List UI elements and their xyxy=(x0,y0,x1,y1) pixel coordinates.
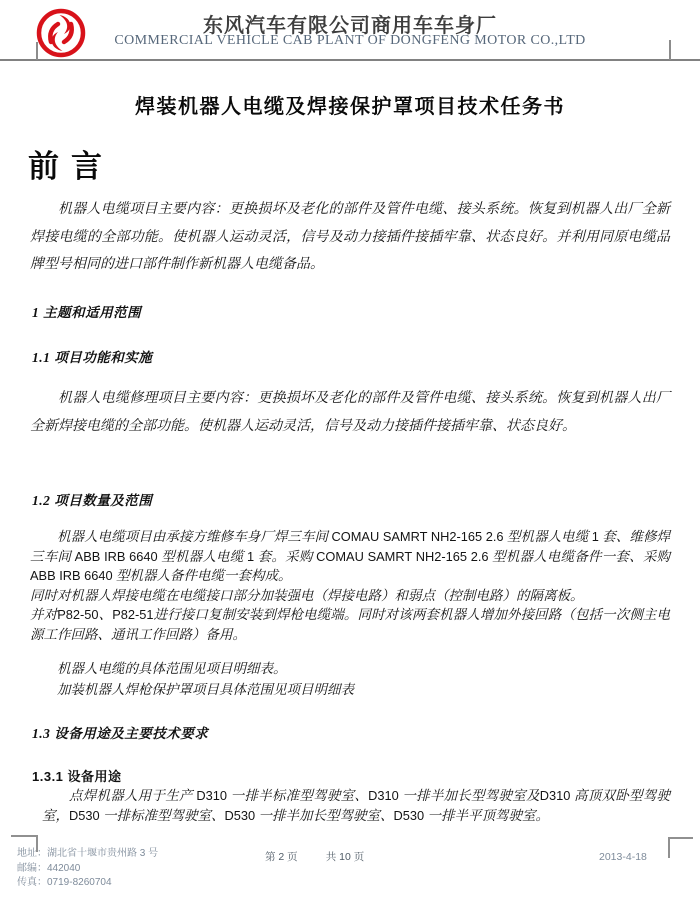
section-1-heading: 1 主题和适用范围 xyxy=(32,305,142,320)
margin-tick-top-right xyxy=(669,40,671,60)
company-name-en: COMMERCIAL VEHICLE CAB PLANT OF DONGFENG MOTOR CO.,LTD xyxy=(114,33,586,48)
company-name-cn: 东风汽车有限公司商用车车身厂 xyxy=(203,15,497,37)
page-current: 第 2 页 xyxy=(265,851,298,863)
section-1-2-text-c: 并对P82-50、P82-51进行接口复制安装到焊枪电缆端。同时对该两套机器人增加外接回路（包括一次侧主电源工作回路、通讯工作回路）备用。 xyxy=(30,607,671,642)
page-total: 共 10 页 xyxy=(325,851,365,863)
scope-note-gun-cover: 加装机器人焊枪保护罩项目具体范围见项目明细表 xyxy=(57,682,354,697)
section-1-2-paragraph xyxy=(30,527,670,644)
preface-heading: 前言 xyxy=(28,149,114,184)
footer-page-info xyxy=(265,849,364,864)
section-1-1-paragraph: 机器人电缆修理项目主要内容：更换损坏及老化的部件及管件电缆、接头系统。恢复到机器人出厂全新焊接电缆的全部功能。使机器人运动灵活，信号及动力接插件接插牢靠、状态良好。 xyxy=(30,391,670,434)
margin-tick-top-left xyxy=(36,42,38,60)
document-title: 焊装机器人电缆及焊接保护罩项目技术任务书 xyxy=(135,96,565,118)
footer-fax: 传真：0719-8260704 xyxy=(17,877,112,888)
section-1-3-heading: 1.3 设备用途及主要技术要求 xyxy=(32,726,209,741)
section-1-2-text-b: 同时对机器人焊接电缆在电缆接口部分加装强电（焊接电路）和弱点（控制电路）的隔离板。 xyxy=(30,587,584,603)
margin-mark-bottom-left-h xyxy=(11,835,38,837)
section-1-1-heading: 1.1 项目功能和实施 xyxy=(32,350,153,365)
margin-mark-bottom-right-h xyxy=(668,837,693,839)
section-1-3-1-paragraph: 点焊机器人用于生产 D310 一排半标准型驾驶室、D310 一排半加长型驾驶室及D310 高顶双卧型驾驶室，D530 一排标准型驾驶室、D530 一排半加长型驾驶室、D530 一排半平顶驾驶室。 xyxy=(42,788,671,823)
scope-note-cable: 机器人电缆的具体范围见项目明细表。 xyxy=(57,661,287,676)
section-1-2-heading: 1.2 项目数量及范围 xyxy=(32,493,153,508)
scope-notes xyxy=(30,658,670,700)
section-1-2-text-a: 机器人电缆项目由承接方维修车身厂焊三车间 COMAU SAMRT NH2-165 2.6 型机器人电缆 1 套、维修焊三车间 ABB IRB 6640 型机器人电缆 1 套。采购 COMAU SAMRT NH2-165 2.6 型机器人电缆备件一套、采购 ABB IRB 6640 型机器人备件电缆一套构成。 xyxy=(30,529,671,583)
margin-mark-bottom-right-v xyxy=(668,837,670,858)
footer-address: 地址：湖北省十堰市贵州路 3 号 xyxy=(17,848,159,859)
preface-paragraph: 机器人电缆项目主要内容：更换损坏及老化的部件及管件电缆、接头系统。恢复到机器人出厂全新焊接电缆的全部功能。使机器人运动灵活，信号及动力接插件接插牢靠、状态良好。并利用同原电缆品牌型号相同的进口部件制作新机器人电缆备品。 xyxy=(30,202,670,272)
footer-postcode: 邮编：442040 xyxy=(17,862,81,874)
header-rule xyxy=(0,59,700,61)
section-1-3-1-heading: 1.3.1 设备用途 xyxy=(32,769,122,784)
footer-date: 2013-4-18 xyxy=(599,851,647,863)
footer-contact-block xyxy=(17,847,158,891)
